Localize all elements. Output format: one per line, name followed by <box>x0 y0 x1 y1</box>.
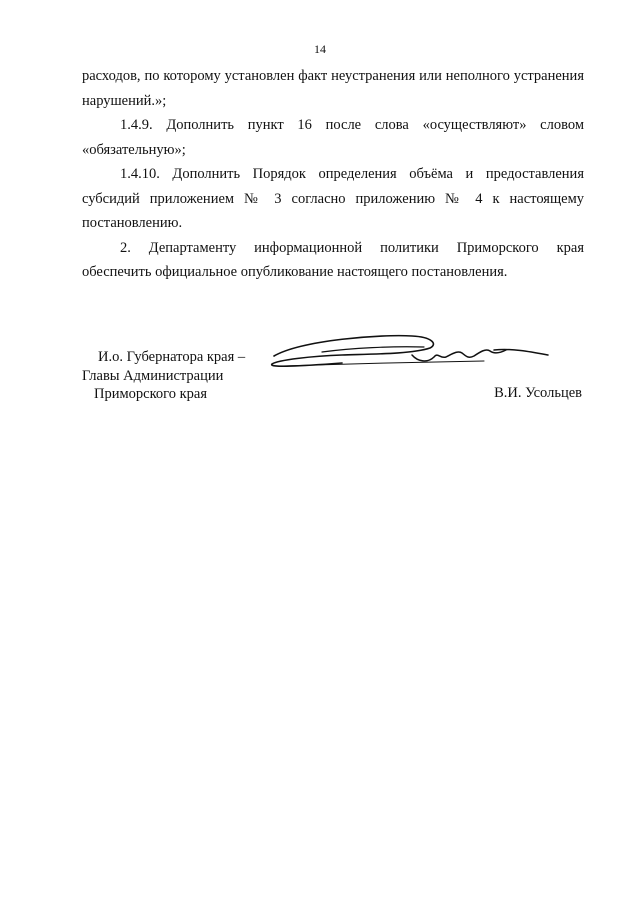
paragraph-1-4-10: 1.4.10. Дополнить Порядок определения объёма и предоставления субсидий приложением № 3 согласно приложению № 4 к настоящему постановлению. <box>82 166 584 231</box>
signatory-title-line-3: Приморского края <box>94 386 208 402</box>
document-body <box>82 64 584 285</box>
signatory-name: В.И. Усольцев <box>494 385 582 401</box>
handwritten-signature <box>262 326 562 376</box>
signatory-title-line-2: Главы Администрации <box>82 367 224 384</box>
signatory-title <box>82 348 245 404</box>
signatory-title-line-1: И.о. Губернатора края – <box>98 349 246 365</box>
page-number: 14 <box>314 42 326 56</box>
paragraph-2: 2. Департаменту информационной политики Приморского края обеспечить официальное опубликование настоящего постановления. <box>82 239 584 280</box>
paragraph-continuation: расходов, по которому установлен факт неустранения или неполного устранения нарушений.»; <box>82 68 584 109</box>
signature-block <box>0 348 640 428</box>
paragraph-1-4-9: 1.4.9. Дополнить пункт 16 после слова «осуществляют» словом «обязательную»; <box>82 117 584 158</box>
